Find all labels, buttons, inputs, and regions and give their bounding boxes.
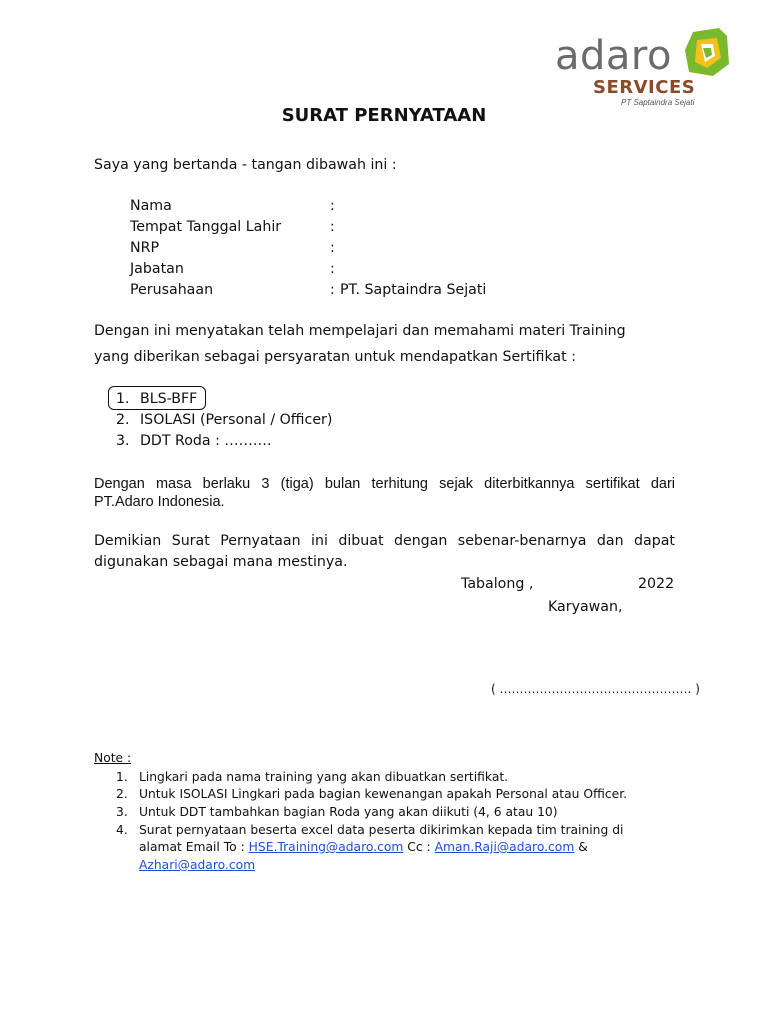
note-num: 3. bbox=[116, 805, 128, 819]
field-colon: : bbox=[330, 261, 335, 277]
signature-year: 2022 bbox=[638, 576, 675, 592]
training-item-isolasi: ISOLASI (Personal / Officer) bbox=[140, 412, 333, 428]
email-cc1-link[interactable]: Aman.Raji@adaro.com bbox=[434, 840, 575, 854]
closing-line-2: digunakan sebagai mana mestinya. bbox=[94, 554, 348, 570]
validity-line-2: PT.Adaro Indonesia. bbox=[94, 494, 225, 510]
email-to-link[interactable]: HSE.Training@adaro.com bbox=[248, 840, 404, 854]
note-num: 4. bbox=[116, 823, 128, 837]
note-item: Untuk DDT tambahkan bagian Roda yang akan diikuti (4, 6 atau 10) bbox=[139, 805, 558, 819]
field-colon: : bbox=[330, 219, 335, 235]
training-item-bls-bff: BLS-BFF bbox=[140, 391, 198, 407]
note-item-email-line-2 bbox=[139, 857, 255, 874]
note-num: 1. bbox=[116, 770, 128, 784]
note-item-email-line bbox=[139, 839, 588, 856]
validity-line-1: Dengan masa berlaku 3 (tiga) bulan terhitung sejak diterbitkannya sertifikat dari bbox=[94, 476, 675, 492]
email-cc2-link[interactable]: Azhari@adaro.com bbox=[139, 858, 256, 872]
field-label-ttl: Tempat Tanggal Lahir bbox=[130, 219, 282, 235]
intro-text: Saya yang bertanda - tangan dibawah ini : bbox=[94, 157, 397, 173]
field-label-jabatan: Jabatan bbox=[130, 261, 184, 277]
training-num: 3. bbox=[116, 433, 130, 449]
note-num: 2. bbox=[116, 787, 128, 801]
field-label-nama: Nama bbox=[130, 198, 172, 214]
statement-line-2: yang diberikan sebagai persyaratan untuk mendapatkan Sertifikat : bbox=[94, 349, 576, 365]
training-num: 2. bbox=[116, 412, 130, 428]
signature-place: Tabalong , bbox=[461, 576, 534, 592]
note-heading: Note : bbox=[94, 751, 132, 765]
field-label-perusahaan: Perusahaan bbox=[130, 282, 214, 298]
signature-name-line: ( ………………………………………… ) bbox=[491, 682, 700, 696]
note-item: Untuk ISOLASI Lingkari pada bagian kewenangan apakah Personal atau Officer. bbox=[139, 787, 628, 801]
field-colon: : bbox=[330, 282, 335, 298]
signature-role: Karyawan, bbox=[548, 599, 623, 615]
field-value-perusahaan: PT. Saptaindra Sejati bbox=[340, 282, 487, 298]
company-logo bbox=[555, 26, 735, 110]
field-label-nrp: NRP bbox=[130, 240, 160, 256]
ampersand: & bbox=[574, 840, 588, 854]
statement-line-1: Dengan ini menyatakan telah mempelajari dan memahami materi Training bbox=[94, 323, 626, 339]
training-num: 1. bbox=[116, 391, 130, 407]
logo-wordmark: adaro bbox=[555, 33, 672, 79]
field-colon: : bbox=[330, 240, 335, 256]
logo-subtitle: PT Saptaindra Sejati bbox=[621, 98, 695, 107]
cc-label: Cc : bbox=[403, 840, 435, 854]
logo-services-text: SERVICES bbox=[593, 77, 696, 98]
note-item: Surat pernyataan beserta excel data peserta dikirimkan kepada tim training di bbox=[139, 823, 624, 837]
closing-line-1: Demikian Surat Pernyataan ini dibuat dengan sebenar-benarnya dan dapat bbox=[94, 533, 675, 549]
note-item: Lingkari pada nama training yang akan dibuatkan sertifikat. bbox=[139, 770, 509, 784]
adaro-mark-icon bbox=[683, 28, 731, 78]
training-item-ddt-roda: DDT Roda : ………. bbox=[140, 433, 272, 449]
document-title: SURAT PERNYATAAN bbox=[281, 105, 487, 126]
email-to-label: alamat Email To : bbox=[139, 840, 249, 854]
field-colon: : bbox=[330, 198, 335, 214]
